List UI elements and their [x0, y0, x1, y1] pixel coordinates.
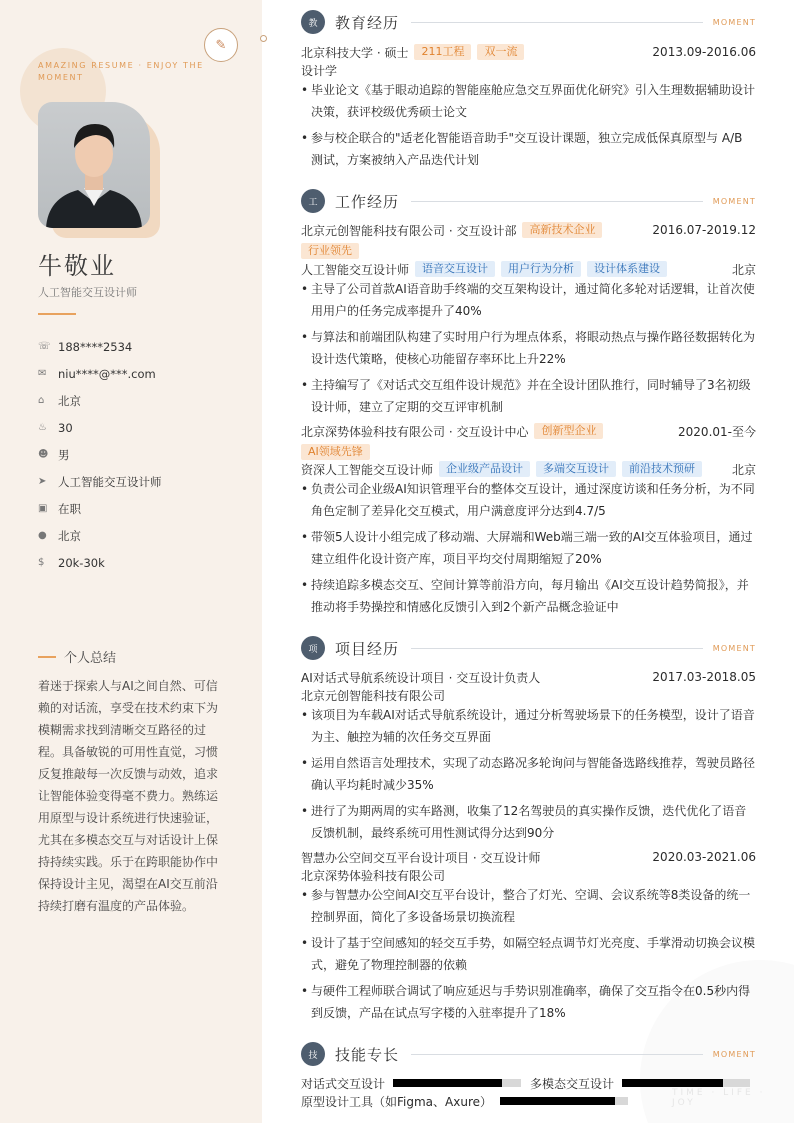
section-divider — [411, 648, 703, 649]
summary-bar — [38, 656, 56, 658]
skill-bar — [622, 1079, 750, 1087]
list-item: • 带领5人设计小组完成了移动端、大屏端和Web端三端一致的AI交互体验项目，通过建立组件化设计资产库，项目平均交付周期缩短了20% — [301, 526, 756, 570]
contact-age — [38, 414, 162, 441]
project-name-row — [301, 668, 756, 686]
contact-text: 30 — [58, 420, 73, 435]
list-item: • 设计了基于空间感知的轻交互手势，如隔空轻点调节灯光亮度、手掌滑动切换会议模式，避免了物理控制器的依赖 — [301, 932, 756, 976]
list-item: • 毕业论文《基于眼动追踪的智能座舱应急交互界面优化研究》引入生理数据辅助设计决策，获评校级优秀硕士论文 — [301, 79, 756, 123]
education-major-row — [301, 61, 756, 79]
contact-text: 北京 — [58, 528, 81, 543]
mail-icon: ✉ — [38, 368, 47, 379]
skill-item — [530, 1075, 750, 1091]
section-badge: 教 — [301, 10, 325, 34]
list-item: • 进行了为期两周的实车路测，收集了12名驾驶员的真实操作反馈，迭代优化了语音反馈机制，最终系统可用性测试得分达到90分 — [301, 800, 756, 844]
section-title: 工作经历 — [335, 192, 400, 211]
list-item: • 参与智慧办公空间AI交互平台设计，整合了灯光、空调、会议系统等8类设备的统一控制界面，简化了多设备场景切换流程 — [301, 884, 756, 928]
education-school-row — [301, 43, 756, 61]
contact-position — [38, 468, 162, 495]
work-company-row — [301, 422, 756, 440]
contact-text: 188****2534 — [58, 339, 133, 354]
home-icon: ⌂ — [38, 395, 45, 406]
list-item: • 主持编写了《对话式交互组件设计规范》并在全设计团队推行，同时辅导了3名初级设计师，建立了定期的交互评审机制 — [301, 374, 756, 418]
phone-icon: ☏ — [38, 341, 51, 352]
major: 设计学 — [301, 63, 338, 78]
city: 北京 — [731, 262, 756, 277]
section-moment: MOMENT — [712, 196, 756, 206]
list-item: • 与硬件工程师联合调试了响应延迟与手势识别准确率，确保了交互指令在0.5秒内得到反馈，产品在试点写字楼的入驻率提升了18% — [301, 980, 756, 1024]
decorative-dot — [260, 35, 267, 42]
contact-phone — [38, 333, 162, 360]
skill-bar-fill — [500, 1097, 615, 1105]
title-divider — [38, 313, 76, 315]
section-badge: 项 — [301, 636, 325, 660]
work-bullets — [301, 278, 756, 422]
tag: 双一流 — [477, 44, 524, 60]
section-title: 教育经历 — [335, 13, 400, 32]
skill-tag: 前沿技术预研 — [622, 461, 702, 477]
contact-text: niu****@***.com — [58, 366, 156, 381]
section-education-header — [301, 9, 756, 35]
project-company: 北京元创智能科技有限公司 — [301, 688, 446, 703]
skill-bar-fill — [393, 1079, 502, 1087]
candidate-title: 人工智能交互设计师 — [38, 286, 137, 299]
list-item: • 运用自然语言处理技术，实现了动态路况多轮询问与智能备选路线推荐，驾驶员路径确认平均耗时减少35% — [301, 752, 756, 796]
project-company-row — [301, 686, 756, 704]
section-skills-header — [301, 1041, 756, 1067]
date: 2013.09-2016.06 — [652, 45, 756, 59]
avatar — [38, 102, 150, 228]
work-tag-row — [301, 443, 756, 461]
tag: AI领域先锋 — [301, 444, 370, 460]
contact-text: 北京 — [58, 393, 81, 408]
location-icon: ● — [38, 530, 47, 541]
salary-icon: $ — [38, 557, 45, 568]
section-projects-header — [301, 635, 756, 661]
list-item: • 参与校企联合的"适老化智能语音助手"交互设计课题，独立完成低保真原型与 A/B 测试，方案被纳入产品迭代计划 — [301, 127, 756, 171]
main-content — [301, 0, 756, 1123]
work-company-row — [301, 221, 756, 239]
section-moment: MOMENT — [712, 1049, 756, 1059]
tag: 行业领先 — [301, 243, 359, 259]
section-badge: 技 — [301, 1042, 325, 1066]
company-name: 北京深势体验科技有限公司 · 交互设计中心 — [301, 424, 529, 439]
cake-icon: ♨ — [38, 422, 47, 433]
project-name-row — [301, 848, 756, 866]
role: 人工智能交互设计师 — [301, 262, 410, 277]
project-bullets — [301, 884, 756, 1028]
contact-location — [38, 522, 162, 549]
skill-name: 对话式交互设计 — [301, 1076, 386, 1091]
summary-text: 着迷于探索人与AI之间自然、可信赖的对话流，享受在技术约束下为模糊需求找到清晰交互路径的过程。具备敏锐的可用性直觉，习惯反复推敲每一次反馈与动效，追求让智能体验变得毫不费力。熟练运用原型与设计系统进行快速验证，尤其在多模态交互与对话设计上保持持续实践。乐于在跨职能协作中保持设计主见，渴望在AI交互前沿持续打磨有温度的产品体验。 — [38, 679, 219, 913]
section-divider — [411, 22, 703, 23]
date: 2020.01-至今 — [678, 424, 756, 439]
gender-icon: ☻ — [38, 449, 49, 460]
section-moment: MOMENT — [712, 17, 756, 27]
watermark: TIME · LIFE · JOY — [672, 1088, 766, 1108]
education-bullets — [301, 79, 756, 175]
section-title: 技能专长 — [335, 1045, 400, 1064]
contact-text: 男 — [58, 447, 70, 462]
contact-text: 在职 — [58, 501, 81, 516]
skill-item — [301, 1093, 628, 1109]
skill-item — [301, 1075, 521, 1091]
role: 资深人工智能交互设计师 — [301, 462, 434, 477]
resume-tagline: AMAZING RESUME · ENJOY THE MOMENT — [38, 61, 204, 82]
briefcase-icon: ▣ — [38, 503, 48, 514]
list-item: • 负责公司企业级AI知识管理平台的整体交互设计，通过深度访谈和任务分析，为不同角色定制了差异化交互模式，用户满意度评分达到4.7/5 — [301, 478, 756, 522]
project-company-row — [301, 866, 756, 884]
contact-text: 20k-30k — [58, 555, 105, 570]
skill-name: 原型设计工具（如Figma、Axure） — [301, 1094, 492, 1109]
project-name: 智慧办公空间交互平台设计项目 · 交互设计师 — [301, 850, 541, 865]
skill-name: 多模态交互设计 — [530, 1076, 615, 1091]
tag: 211工程 — [414, 44, 471, 60]
skill-bar — [393, 1079, 521, 1087]
list-item: • 该项目为车载AI对话式导航系统设计，通过分析驾驶场景下的任务模型，设计了语音为主、触控为辅的次任务交互界面 — [301, 704, 756, 748]
company-name: 北京元创智能科技有限公司 · 交互设计部 — [301, 223, 517, 238]
list-item: • 与算法和前端团队构建了实时用户行为埋点体系，将眼动热点与操作路径数据转化为设计迭代策略，使核心功能留存率环比上升22% — [301, 326, 756, 370]
summary-heading — [38, 647, 116, 666]
section-work-header — [301, 188, 756, 214]
date: 2016.07-2019.12 — [652, 223, 756, 237]
list-item: • 持续追踪多模态交互、空间计算等前沿方向，每月输出《AI交互设计趋势简报》，并推动将手势操控和情感化反馈引入到2个新产品概念验证中 — [301, 574, 756, 618]
contact-gender — [38, 441, 162, 468]
skill-tag: 多端交互设计 — [536, 461, 616, 477]
skill-bar — [500, 1097, 628, 1105]
sidebar — [0, 0, 262, 1123]
skill-tag: 用户行为分析 — [501, 261, 581, 277]
contact-email — [38, 360, 162, 387]
work-bullets — [301, 478, 756, 622]
tag: 创新型企业 — [534, 423, 603, 439]
work-role-row — [301, 260, 756, 278]
contact-status — [38, 495, 162, 522]
skill-bar-fill — [622, 1079, 723, 1087]
contact-salary — [38, 549, 162, 576]
contact-hometown — [38, 387, 162, 414]
school-name: 北京科技大学 · 硕士 — [301, 45, 409, 60]
date: 2020.03-2021.06 — [652, 850, 756, 864]
list-item: • 主导了公司首款AI语音助手终端的交互架构设计，通过简化多轮对话逻辑，让首次使用用户的任务完成率提升了40% — [301, 278, 756, 322]
date: 2017.03-2018.05 — [652, 670, 756, 684]
contact-list — [38, 333, 162, 576]
project-name: AI对话式导航系统设计项目 · 交互设计负责人 — [301, 670, 541, 685]
section-title: 项目经历 — [335, 639, 400, 658]
skill-tag: 企业级产品设计 — [439, 461, 530, 477]
work-tag-row — [301, 242, 756, 260]
contact-text: 人工智能交互设计师 — [58, 474, 162, 489]
skill-tag: 语音交互设计 — [415, 261, 495, 277]
section-divider — [411, 201, 703, 202]
pen-icon: ✎ — [204, 28, 238, 62]
section-moment: MOMENT — [712, 643, 756, 653]
summary-title: 个人总结 — [64, 651, 117, 666]
city: 北京 — [731, 462, 756, 477]
section-divider — [411, 1054, 703, 1055]
candidate-name: 牛敬业 — [38, 252, 116, 280]
project-company: 北京深势体验科技有限公司 — [301, 868, 446, 883]
skill-tag: 设计体系建设 — [587, 261, 667, 277]
section-badge: 工 — [301, 189, 325, 213]
project-bullets — [301, 704, 756, 848]
send-icon: ➤ — [38, 476, 47, 487]
work-role-row — [301, 460, 756, 478]
tag: 高新技术企业 — [522, 222, 602, 238]
